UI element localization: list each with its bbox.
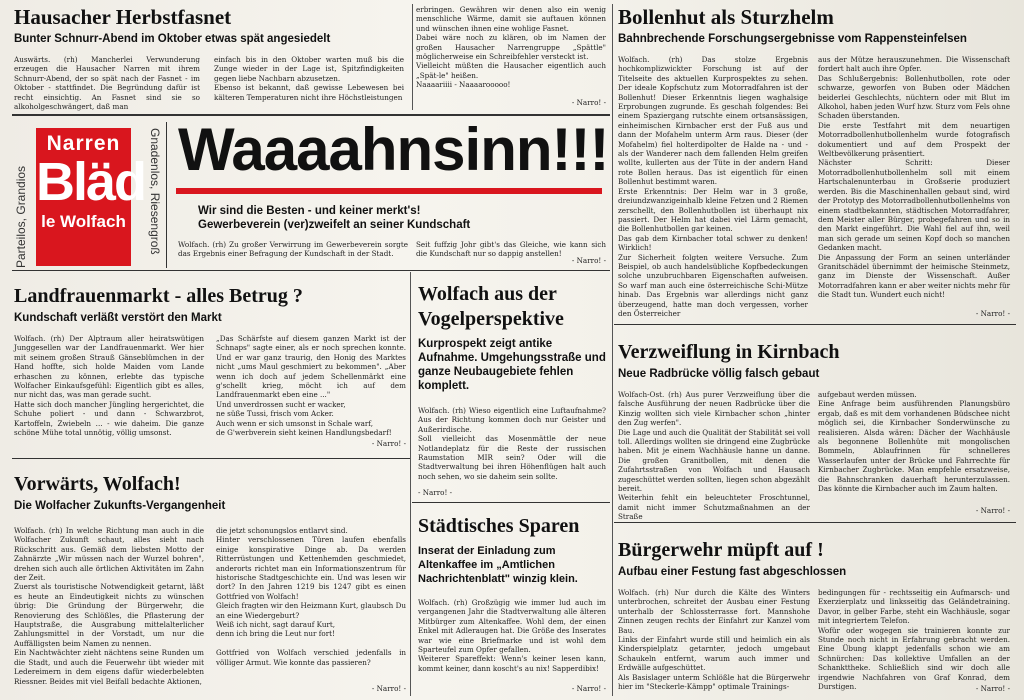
- subhead-vorwaerts: Die Wolfacher Zukunfts-Vergangenheit: [14, 500, 226, 512]
- section-divider: [12, 458, 410, 459]
- text-landfrauen-col1: Wolfach. (rh) Der Alptraum aller heiratswütigen Junggesellen war der Landfrauenmarkt. Wer hier mit seinem großen Strauß Gänseblümchen in der Hand hoffte, sich holde Maiden vom Lande erhaschen zu können, erlebte das typische Wolfacher Einkaufsgefühl: Eigentlich gibt es alles, nur nicht das, was man gerade sucht. Hatte sich doch mancher Jüngling hergerichtet, die Schuhe poliert - und dann - Schwarzbrot, Kartoffeln, Zwiebeln ... - wie daheim. Die ganze schöne Mühe total unnötig, völlig umsonst.: [14, 334, 204, 438]
- subhead-herbstfasnet: Bunter Schnurr-Abend im Oktober etwas spät angesiedelt: [14, 33, 331, 45]
- signature-buergerwehr: - Narro! -: [975, 684, 1010, 693]
- text-herbstfasnet-col2: einfach bis in den Oktober warten muß bis die Zunge wieder in der Lage ist, Spitzfindigkeiten gegen liebe Nachbarn abzusetzen. Ebenso ist bekannt, daß gewisse Lebewesen bei kälteren Temperaturen nicht ihre Höchstleistungen: [214, 55, 404, 102]
- headline-vorwaerts: Vorwärts, Wolfach!: [14, 473, 181, 495]
- text-vorwaerts-col1: Wolfach. (rh) In welche Richtung man auch in die Wolfacher Zukunft schaut, alles sieht nach Rückschritt aus. Gemäß dem liebsten Motto der Zahnärzte „Wir müssen nach der Wurzel bohren", drehen sich auch alle örtlichen Aktivitäten im Zahn der Zeit. Zuerst als touristische Notwendigkeit getarnt, läßt es heute an Eindeutigkeit nichts zu wünschen übrig: Die Gründung der Bürgerwehr, die Renovierung des Schlößles, die Pflasterung der Hauptstraße, die Ausgrabung mittelalterlicher Zahlungsmittel in der Vorstadt, um nur die Auffälligsten beim Namen zu nennen. Ein Nachtwächter zieht nächtens seine Runden um die Stadt, und auch die Feuerwehr übt wieder mit Ledereimern in dem eigens dafür wiederbelebten Riessner. Beides mit viel Beifall bedachte Aktionen,: [14, 526, 204, 686]
- headline-kirnbach: Verzweiflung in Kirnbach: [618, 341, 840, 363]
- text-buergerwehr-col1: Wolfach. (rh) Nur durch die Kälte des Winters unterbrochen, schreitet der Ausbau einer Festung unterhalb der Schlossterrasse fort. Mannshohe Zinnen zeugen rechts der Einfahrt zur Kanzel vom Bau. Links der Einfahrt wurde still und heimlich ein als Kinderspielplatz getarnter, jedoch umgebaut Schaukeln entfernt, warum auch immer und Erdwälle aufgeschüttet. Als Basislager unterm Schlößle hat die Bürgerwehr hier im "Steckerle-Kämpp" optimale Trainings-: [618, 588, 810, 692]
- text-vogel: Wolfach. (rh) Wieso eigentlich eine Luftaufnahme? Aus der Richtung kommen doch nur Geister und Außerirdische. Soll vielleicht das Mosenmättle der neue Notlandeplatz für die Reste der russischen Raumstation MIR sein? Oder will die Stadtverwaltung bei ihren Höhenflügen halt auch noch sehen, wo sie daheim sein sollte.: [418, 406, 606, 481]
- signature-sparen: - Narro! -: [571, 684, 606, 693]
- headline-buergerwehr: Bürgerwehr müpft auf !: [618, 539, 824, 561]
- masthead-divider: [166, 122, 167, 268]
- section-divider: [614, 522, 1016, 523]
- masthead-red-bar: [176, 188, 602, 194]
- logo-line2: Bläd: [36, 152, 146, 212]
- logo-line3: le Wolfach: [41, 212, 126, 231]
- headline-herbstfasnet: Hausacher Herbstfasnet: [14, 5, 232, 29]
- column-divider: [412, 4, 413, 110]
- masthead-subhead: Wir sind die Besten - und keiner merkt's! Gewerbeverein (ver)zweifelt an seiner Kundschaft: [198, 205, 471, 231]
- section-divider: [12, 270, 610, 271]
- text-herbstfasnet-col1: Auswärts. (rh) Mancherlei Verwunderung erzeugen die Hausacher Narren mit ihrem Schnurr-Abend, der so spät nach der Fasnet - im Oktober - stattfindet. Die Begründung dafür ist recht einsichtig. An Fasnet sind sie so alkoholgeschwängert, daß man: [14, 55, 200, 112]
- subhead-vogel: Kurprospekt zeigt antike Aufnahme. Umgehungsstraße und ganze Neubaugebiete fehlen komplett.: [418, 338, 606, 392]
- signature-bollenhut: - Narro! -: [975, 309, 1010, 318]
- text-sparen: Wolfach. (rh) Großzügig wie immer lud auch im vergangenen Jahr die Stadtverwaltung alle älteren Mitbürger zum Altenkaffee. Wohl dem, der einen Enkel mit Adleraugen hat. Die Größe des Inserates war wie eine Briefmarke und ist wohl dem Sparteufel zum Opfer gefallen. Weiterer Spareffekt: Wenn's keiner lesen kann, kommt keiner, dann koscht's au nix! Sapperdibix!: [418, 598, 606, 673]
- section-divider: [412, 502, 610, 503]
- subhead-bollenhut: Bahnbrechende Forschungsergebnisse vom Rappensteinfelsen: [618, 33, 967, 45]
- subhead-kirnbach: Neue Radbrücke völlig falsch gebaut: [618, 368, 820, 380]
- subhead-buergerwehr: Aufbau einer Festung fast abgeschlossen: [618, 566, 847, 578]
- column-divider: [410, 272, 411, 696]
- text-bollenhut-col2: aus der Mütze herauszunehmen. Die Wissenschaft fordert halt auch ihre Opfer. Das Schlußergebnis: Bollenhutbollen, rote oder schwarze, geworfen von Buben oder Mädchen beiderlei Geschlechts, nüchtern oder mit Blut im Alkohol, haben jeden Wurf hzw. Sturz vom Fels ohne Schaden überstanden. Die erste Testfahrt mit dem neuartigen Motorradbollenhutbollenhelm wurde fotografisch dokumentiert und auf dem Prospekt der Weltbevölkerung präsentiert. Nächster Schritt: Dieser Motorradbollenhutbollenhelm soll mit einem Hartschalenunterbau in Großserie produziert werden. Bis die Maschinenhallen gebaut sind, wird der Prototyp des Motorradbollenhutbollenhelms von einem stadtbekannten, städtischen Motorradfahrer, dem Meister aller Bürger, probegefahren und so in den Markt eingeführt. Die Wahl fiel auf ihn, weil man sich gerade um seinen Kopf doch so manchen Gedanken macht. Die Anpassung der Form an seinen unterländer Granitschädel übernimmt der heimische Steinmetz, ganz im Dienste der Wissenschaft. Außer Motorradfahren kann er aber weiter nichts mehr für die Stadt tun. Wundert euch nicht!: [818, 55, 1011, 300]
- masthead-logo: [36, 128, 146, 266]
- headline-landfrauen: Landfrauenmarkt - alles Betrug ?: [14, 285, 303, 307]
- text-herbstfasnet-col3: erbringen. Gewähren wir denen also ein wenig menschliche Wärme, damit sie auftauen können und wünschen ihnen eine wohlige Fasnet. Dabei wäre noch zu klären, ob im Namen der großen Hausacher Narrengruppe „Spättle" möglicherweise ein Schreibfehler versteckt ist. Vielleicht müßten die Hausacher eigentlich auch „Spät-le" heißen. Naaaariiii - Naaaarooooo!: [416, 5, 606, 90]
- masthead-title-box: [178, 116, 609, 183]
- masthead-signature: - Narro! -: [571, 256, 606, 265]
- text-vorwaerts-col2: die jetzt schonungslos entlarvt sind. Hinter verschlossenen Türen laufen ebenfalls einige konspirative Dinge ab. Da werden Ritterrüstungen und Kettenhemden geschmiedet, anderorts richtet man ein Informationszentrum für historische Stadtgeschichte ein. Und was lesen wir dort? In den Jahren 1219 bis 1247 gibt es einen Gottfried von Wolfach! Gleich fragten wir den Heizmann Kurt, glaubsch Du an eine Wiedergeburt? Weiß ich nicht, sagt darauf Kurt, denn ich bring die Leut nur fort! Gottfried von Wolfach verschied jedenfalls in völliger Armut. Wie konnte das passieren?: [216, 526, 406, 667]
- text-landfrauen-col2: „Das Schärfste auf diesem ganzen Markt ist der Schnaps" sagte einer, als er noch sprechen konnte. Und er war ganz traurig, den Honig des Marktes nicht „ums Maul geschmiert zu bekommen". „Aber wenn ich doch auf jedem Schellenmärkt eine g'schellt krieg, möcht ich auf dem Landfrauenmarkt eben eine ..." Und unverdrossen sucht er wacker, ne süße Tussi, frisch vom Acker. Auch wenn er sich umsonst in Schale warf, de G'werbverein sieht keinen Handlungsbedarf!: [216, 334, 406, 438]
- subhead-landfrauen: Kundschaft verläßt verstört den Markt: [14, 312, 222, 324]
- text-kirnbach-col2: aufgebaut werden müssen. Eine Anfrage beim ausführenden Planungsbüro ergab, daß es mit dem vorhandenen Büdschee nicht möglich sei, die Kirnbacher Sonderwünsche zu realisieren. Alsda wären: Dächer der Wachhäusle als begonnene Bollenhüte mit mongolischen Bommeln, Ablaufrinnen für schnelleres Wasserlaufen unter der Brücke und Fahrrechte für Kirnbacher Zugbrücke. Man empfehle ersatzweise, die Bahnschranken dauerhaft herunterzulassen. Das könnte die Kirnbacher auch im Zaum halten.: [818, 390, 1010, 494]
- masthead-side-right: Gnadenlos, Riesengroß: [148, 128, 162, 255]
- signature-landfrauen: - Narro! -: [371, 439, 406, 448]
- text-bollenhut-col1: Wolfach. (rh) Das stolze Ergebnis hochkomplizwickter Forschung ist auf der Titelseite des aktuellen Kurprospektes zu sehen. Der ideale Kopfschutz zum Motorradfahren ist der Bollenhut! Dieser Erkenntnis liegen waghalsige Erprobungen zugrunde. Es geschah folgendes: Bei einem Spaziergang rutschte einem ortsansässigen, einheimischen Kirnbacher erst der Fuß aus und dann der Mofahelm unterm Arm raus. Dieser (der Mofahelm) fiel holterdipolter de Halde na - und - als der Wanderer nach dem fallenden Helm greifen wollte, kullerten aus der Tüte in der andern Hand rote Bollen heraus. Das ist eigentlich für einen Bollenhut bestimmt waren. Erste Erkenntnis: Der Helm war in 3 große, dreiundzwanzigeinhalb kleine Fetzen und 2 Riemen zerschellt, den Bollenhutbollen ist überhaupt nix passiert. Der Helm hat dabei viel Lärm gemacht, die Bollenhutbollen gar keinen. Das gab dem Kirnbacher total schwer zu denken! Wirklich! Zur Sicherheit folgten weitere Versuche. Zum Beispiel, ob auch handelsübliche Kopfbedeckungen solche unzubruchbaren Eigenschaften aufweisen. So warf man auch eine österreichische Schi-Mütze hinab. Das Ergebnis war allerdings nicht ganz überzeugend, hatte man doch vergessen, vorher den Österreicher: [618, 55, 808, 318]
- masthead-text-col1: Wolfach. (rh) Zu großer Verwirrung im Gewerbeverein sorgte das Ergebnis einer Befragung der Kundschaft in der Stadt.: [178, 240, 408, 259]
- signature-vorwaerts: - Narro! -: [371, 684, 406, 693]
- signature-kirnbach: - Narro! -: [975, 506, 1010, 515]
- section-divider: [614, 324, 1016, 325]
- masthead-title: Waaaahnsinn!!!: [178, 116, 609, 183]
- text-kirnbach-col1: Wolfach-Ost. (rh) Aus purer Verzweiflung über die falsche Ausführung der neuen Radbrücke über die Kinzig wollten sich viele Kirnbacher schon „hinter den Zug werfen". Die Lage und auch die Qualität der Stabilität sei voll toll. Allerdings wollten sie dringend eine Zugbrücke haben. Mit je einem Wachhäusle hanne un danne. Die großen Granitbollen, mit denen die Zufahrtsstraßen von Wolfach und Hausach zugeschüttet werden sollten, liegen schon abgezählt bereit. Weiterhin fehlt ein beleuchteter Froschtunnel, damit nicht immer Schutzmaßnahmen an der Straße: [618, 390, 811, 522]
- signature-herbstfasnet: - Narro! -: [571, 98, 606, 107]
- headline-bollenhut: Bollenhut als Sturzhelm: [618, 5, 834, 29]
- column-divider: [612, 4, 613, 696]
- subhead-sparen: Inserat der Einladung zum Altenkaffee im „Amtlichen Nachrichtenblatt" winzig klein.: [418, 545, 578, 585]
- logo-line1: Narren: [46, 132, 121, 155]
- masthead-text-col2: Seit fuffzig Johr gibt's das Gleiche, wie kann sich die Kundschaft nur so dappig anstellen!: [416, 240, 606, 259]
- headline-sparen: Städtisches Sparen: [418, 515, 580, 537]
- headline-vogel: Wolfach aus der Vogelperspektive: [418, 283, 564, 330]
- masthead-side-left: Parteilos, Grandios: [14, 165, 28, 268]
- signature-vogel: - Narro! -: [418, 488, 453, 497]
- text-buergerwehr-col2: bedingungen für - rechtsseitig ein Aufmarsch- und Exerzierplatz und linksseitig das Geländetraining. Davor, in gelber Farbe, steht ein Wachhäusle, sogar mit integriertem Telefon. Wofür oder wogegen sie trainieren konnte zur Stunde noch nicht in Erfahrung gebracht werden. Eine Übung klappt jedenfalls schon wie am Schnürchen: Das kollektive Umfallen an der Schankttheke. Schließlich sind wir doch alle irgendwie Nachfahren von Graf Konrad, dem Durstigen.: [818, 588, 1010, 692]
